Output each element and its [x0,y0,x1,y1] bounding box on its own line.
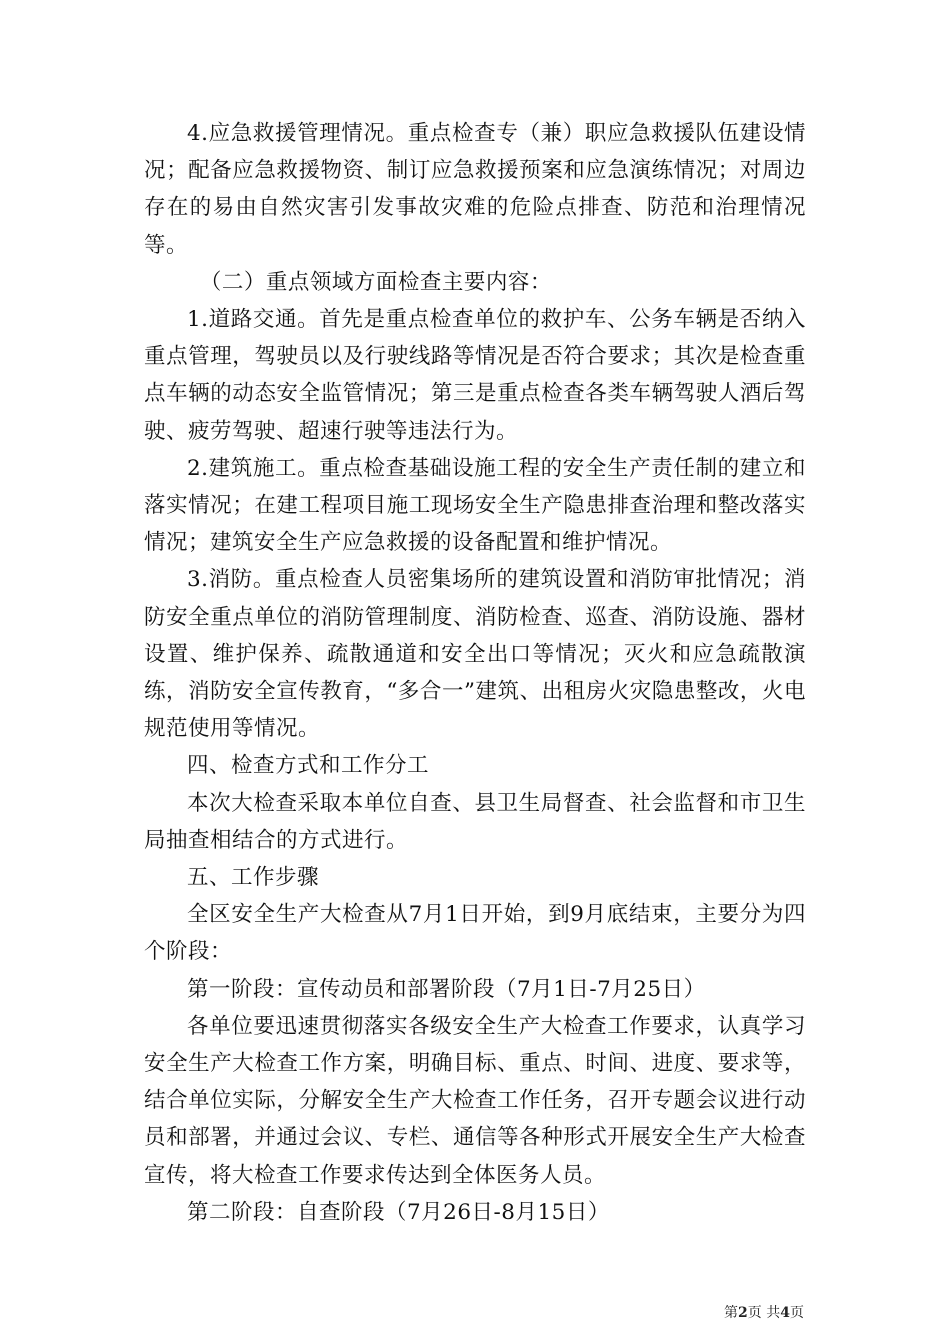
footer-prefix: 第 [724,1305,739,1321]
paragraph-emergency-rescue: 4.应急救援管理情况。重点检查专（兼）职应急救援队伍建设情况；配备应急救援物资、制订应急救援预案和应急演练情况；对周边存在的易由自然灾害引发事故灾难的危险点排查、防范和治理情况等。 [144,121,806,258]
stage-heading-first: 第一阶段：宣传动员和部署阶段（7月1日-7月25日） [187,976,706,1002]
stage-heading-second: 第二阶段：自查阶段（7月26日-8月15日） [187,1199,610,1225]
section-heading-work-steps: 五、工作步骤 [187,865,320,891]
footer-middle: 页 共 [747,1305,781,1321]
section-heading-inspection-method: 四、检查方式和工作分工 [187,753,430,779]
paragraph-fire-protection: 3.消防。重点检查人员密集场所的建筑设置和消防审批情况；消防安全重点单位的消防管理制度、消防检查、巡查、消防设施、器材设置、维护保养、疏散通道和安全出口等情况；灭火和应急疏散演练，消防安全宣传教育，“多合一”建筑、出租房火灾隐患整改，火电规范使用等情况。 [144,567,806,742]
footer-total-pages: 4 [780,1305,790,1321]
paragraph-inspection-method: 本次大检查采取本单位自查、县卫生局督查、社会监督和市卫生局抽查相结合的方式进行。 [144,790,806,853]
paragraph-schedule-overview: 全区安全生产大检查从7月1日开始，到9月底结束，主要分为四个阶段： [144,902,806,965]
footer-current-page: 2 [738,1305,748,1321]
document-body [144,115,806,1231]
paragraph-key-areas-heading: （二）重点领域方面检查主要内容： [199,269,552,295]
footer-suffix: 页 [790,1305,804,1321]
paragraph-first-stage: 各单位要迅速贯彻落实各级安全生产大检查工作要求，认真学习安全生产大检查工作方案，明确目标、重点、时间、进度、要求等，结合单位实际，分解安全生产大检查工作任务，召开专题会议进行动员和部署，并通过会议、专栏、通信等各种形式开展安全生产大检查宣传，将大检查工作要求传达到全体医务人员。 [144,1013,806,1188]
paragraph-road-traffic: 1.道路交通。首先是重点检查单位的救护车、公务车辆是否纳入重点管理，驾驶员以及行驶线路等情况是否符合要求；其次是检查重点车辆的动态安全监管情况；第三是重点检查各类车辆驾驶人酒后驾驶、疲劳驾驶、超速行驶等违法行为。 [144,307,806,444]
paragraph-construction: 2.建筑施工。重点检查基础设施工程的安全生产责任制的建立和落实情况；在建工程项目施工现场安全生产隐患排查治理和整改落实情况；建筑安全生产应急救援的设备配置和维护情况。 [144,455,806,556]
page-footer [724,1304,804,1322]
